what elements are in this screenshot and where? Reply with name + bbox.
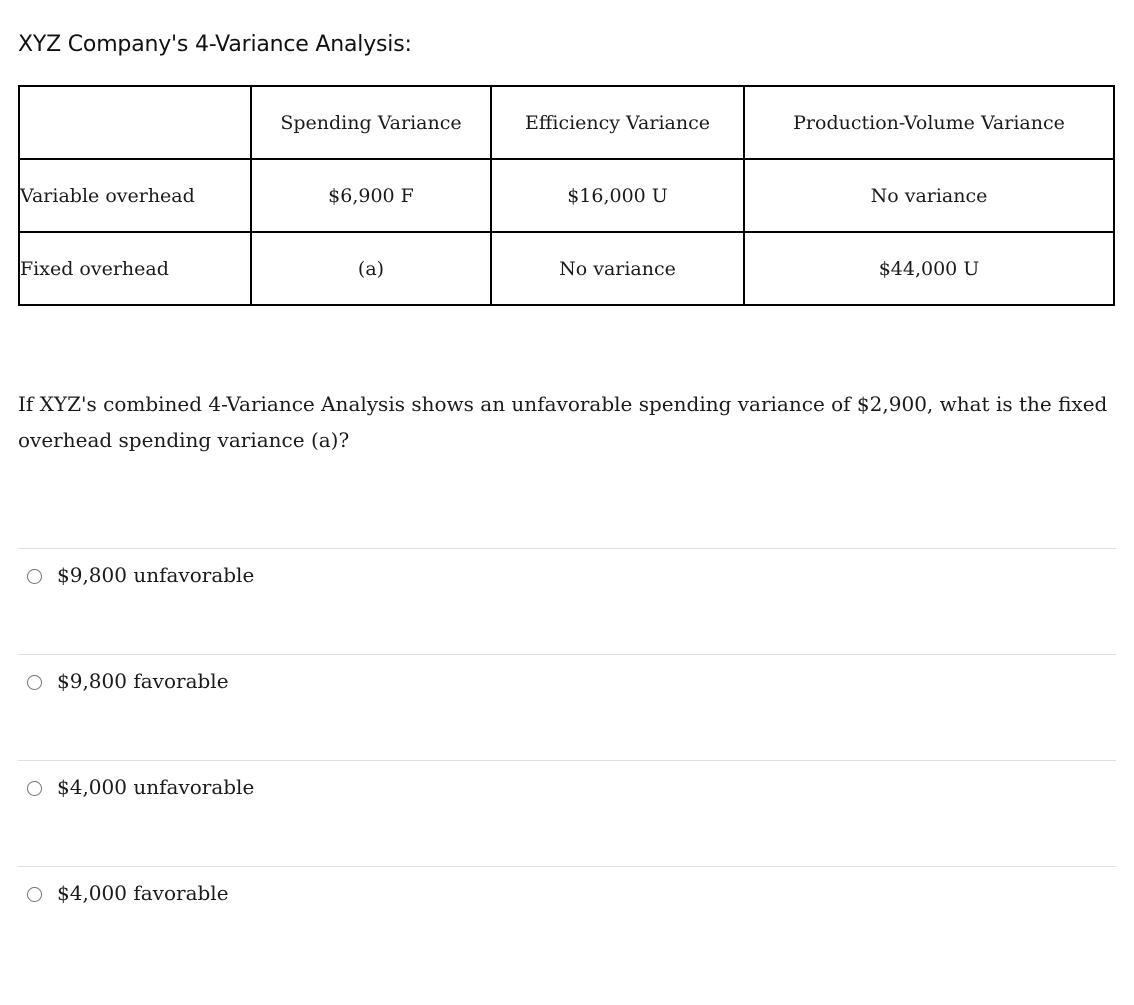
radio-button-icon[interactable] — [27, 675, 42, 690]
answer-label[interactable]: $9,800 unfavorable — [57, 563, 255, 587]
table-cell-fixed-volume: $44,000 U — [744, 232, 1114, 305]
table-header-spending: Spending Variance — [251, 86, 491, 159]
answer-option-4[interactable] — [18, 866, 1116, 972]
answer-label[interactable]: $4,000 favorable — [57, 881, 229, 905]
answer-option-1[interactable] — [18, 548, 1116, 654]
row-label-variable-overhead: Variable overhead — [19, 159, 251, 232]
row-label-fixed-overhead: Fixed overhead — [19, 232, 251, 305]
table-header-production-volume: Production-Volume Variance — [744, 86, 1114, 159]
table-row-fixed-overhead — [19, 232, 1114, 305]
question-text: If XYZ's combined 4-Variance Analysis shows an unfavorable spending variance of $2,900, what is the fixed overhead spending variance (a)? — [18, 392, 1108, 452]
answer-label[interactable]: $4,000 unfavorable — [57, 775, 255, 799]
answer-option-3[interactable] — [18, 760, 1116, 866]
variance-table — [18, 85, 1115, 306]
page-title: XYZ Company's 4-Variance Analysis: — [18, 32, 412, 57]
answer-list — [18, 548, 1116, 972]
answer-label[interactable]: $9,800 favorable — [57, 669, 229, 693]
table-cell-fixed-efficiency: No variance — [491, 232, 744, 305]
answer-option-2[interactable] — [18, 654, 1116, 760]
table-cell-fixed-spending: (a) — [251, 232, 491, 305]
table-cell-variable-efficiency: $16,000 U — [491, 159, 744, 232]
table-row-variable-overhead — [19, 159, 1114, 232]
radio-button-icon[interactable] — [27, 887, 42, 902]
table-header-row — [19, 86, 1114, 159]
table-header-efficiency: Efficiency Variance — [491, 86, 744, 159]
radio-button-icon[interactable] — [27, 569, 42, 584]
table-cell-variable-spending: $6,900 F — [251, 159, 491, 232]
table-header-empty — [19, 86, 251, 159]
radio-button-icon[interactable] — [27, 781, 42, 796]
table-cell-variable-volume: No variance — [744, 159, 1114, 232]
